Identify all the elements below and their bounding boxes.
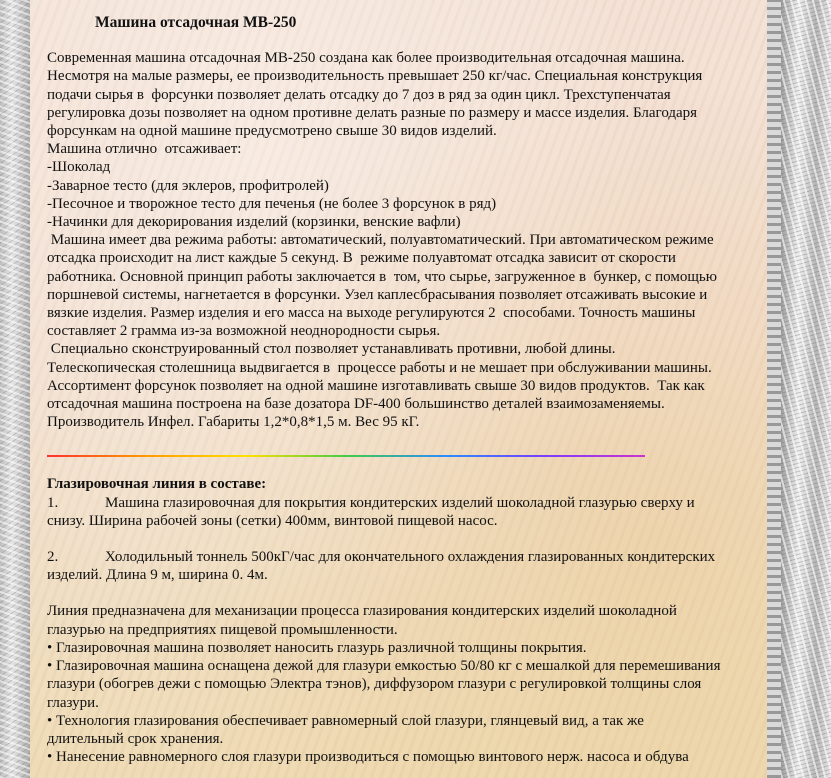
text-line: -Начинки для декорирования изделий (корзинки, венские вафли)	[47, 214, 461, 231]
text-line: • Глазировочная машина позволяет наносить глазурь различной толщины покрытия.	[47, 639, 587, 656]
text-line: -Заварное тесто (для эклеров, профитролей)	[47, 177, 329, 194]
right-ruler-texture	[767, 0, 781, 778]
text-line: Машина отлично отсаживает:	[47, 141, 242, 158]
text-line: глазури.	[47, 694, 99, 711]
item-text-first: Машина глазировочная для покрытия кондитерских изделий шоколадной глазурью сверху и	[105, 494, 695, 511]
text-line: -Песочное и творожное тесто для печенья (не более 3 форсунок в ряд)	[47, 195, 497, 212]
text-line: составляет 2 грамма из-за возможной неоднородности сырья.	[47, 323, 441, 340]
text-line: отсадочная машина построена на базе дозатора DF-400 большинство деталей взаимозаменяемы.	[47, 396, 665, 413]
text-line: Машина имеет два режима работы: автоматический, полуавтоматический. При автоматическом режиме	[47, 232, 714, 249]
item-number: 1.	[47, 494, 59, 511]
text-line: отсадка происходит на лист каждые 5 секунд. В режиме полуавтомат отсадка зависит от скорости	[47, 250, 676, 267]
text-line: Современная машина отсадочная МВ-250 создана как более производительная отсадочная машина.	[47, 50, 685, 67]
text-line: -Шоколад	[47, 159, 111, 176]
text-line: Ассортимент форсунок позволяет на одной машине изготавливать свыше 30 видов продуктов. Так как	[47, 377, 705, 394]
text-line: • Технология глазирования обеспечивает равномерный слой глазури, глянцевый вид, а так же	[47, 712, 644, 729]
outro-text	[47, 602, 759, 766]
text-line: поршневой системы, нагнетается в форсунки. Узел каплесбрасывания позволяет отсаживать высокие и	[47, 286, 708, 303]
text-line: Телескопическая столешница выдвигается в процессе работы и не мешает при обслуживании машины.	[47, 359, 712, 376]
text-line: глазури (обогрев дежи с помощью Электра тэнов), диффузором глазури с регулировкой толщины слоя	[47, 676, 702, 693]
text-line: работника. Основной принцип работы заключается в том, что сырье, загруженное в бункер, с помощью	[47, 268, 717, 285]
intro-text	[47, 49, 759, 431]
rainbow-divider	[47, 455, 645, 457]
item-text-rest: изделий. Длина 9 м, ширина 0. 4м.	[47, 567, 268, 584]
list-item	[47, 494, 759, 512]
text-line: форсункам на одной машине предусмотрено свыше 30 видов изделий.	[47, 123, 497, 140]
text-line: Производитель Инфел. Габариты 1,2*0,8*1,5 м. Вес 95 кГ.	[47, 414, 420, 431]
text-line: • Нанесение равномерного слоя глазури производиться с помощью винтового нерж. насоса и обдува	[47, 749, 689, 766]
text-line: длительный срок хранения.	[47, 730, 224, 747]
page-title: Машина отсадочная МВ-250	[95, 14, 297, 31]
text-line: Линия предназначена для механизации процесса глазирования кондитерских изделий шоколадной	[47, 603, 677, 620]
text-line: глазурью на предприятиях пищевой промышленности.	[47, 621, 398, 638]
right-border-texture	[781, 0, 831, 778]
text-line: Несмотря на малые размеры, ее производительность превышает 250 кг/час. Специальная конструкция	[47, 68, 703, 85]
text-line: регулировка дозы позволяет на одном противне делать разные по размеру и массе изделия. Благодаря	[47, 104, 698, 121]
text-line: • Глазировочная машина оснащена дежой для глазури емкостью 50/80 кг с мешалкой для перемешивания	[47, 658, 721, 675]
item-text-rest: снизу. Ширина рабочей зоны (сетки) 400мм, винтовой пищевой насос.	[47, 512, 498, 529]
text-line: вязкие изделия. Размер изделия и его масса на выходе регулируются 2 способами. Точность машины	[47, 305, 696, 322]
list-item	[47, 548, 759, 566]
item-text-first: Холодильный тоннель 500кГ/час для окончательного охлаждения глазированных кондитерских	[105, 549, 716, 566]
text-line: подачи сырья в форсунки позволяет делать отсадку до 7 доз в ряд за один цикл. Трехступенчатая	[47, 86, 671, 103]
text-line: Специально сконструированный стол позволяет устанавливать противни, любой длины.	[47, 341, 616, 358]
section-title: Глазировочная линия в составе:	[47, 476, 267, 493]
page-content	[30, 0, 767, 778]
item-number: 2.	[47, 549, 59, 566]
left-border-texture	[0, 0, 30, 778]
